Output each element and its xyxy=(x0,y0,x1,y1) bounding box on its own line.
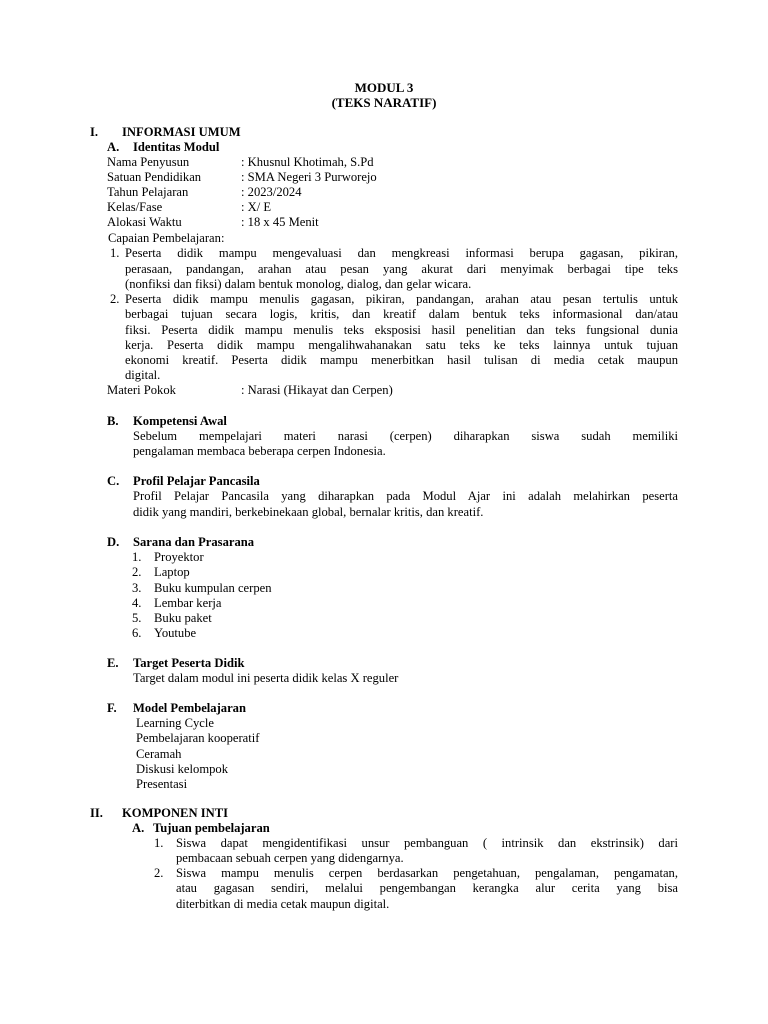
identity-value: : 18 x 45 Menit xyxy=(241,215,319,229)
tujuan-2-number: 2. xyxy=(154,866,164,880)
kompetensi-awal-line: Sebelum mempelajari materi narasi (cerpen) diharapkan siswa sudah memiliki xyxy=(133,429,678,443)
identity-label: Nama Penyusun xyxy=(107,155,190,169)
identity-value: : 2023/2024 xyxy=(241,185,302,199)
subsection-b-letter: B. xyxy=(107,414,119,428)
target-text: Target dalam modul ini peserta didik kelas X reguler xyxy=(133,671,399,685)
subsection-2a-letter: A. xyxy=(132,821,145,835)
tujuan-1-line: Siswa dapat mengidentifikasi unsur pembanguan ( intrinsik dan ekstrinsik) dari xyxy=(176,836,678,850)
tujuan-2-line: diterbitkan di media cetak maupun digital. xyxy=(176,897,390,911)
subsection-e-letter: E. xyxy=(107,656,119,670)
identity-value: : X/ E xyxy=(241,200,272,214)
tujuan-2-line: Siswa mampu menulis cerpen berdasarkan pengetahuan, pengalaman, pengamatan, xyxy=(176,866,678,880)
list-item: Buku paket xyxy=(154,611,212,625)
tujuan-1-line: pembacaan sebuah cerpen yang didengarnya. xyxy=(176,851,404,865)
capaian-2-number: 2. xyxy=(110,292,120,306)
profil-line: didik yang mandiri, berkebinekaan global, bernalar kritis, dan kreatif. xyxy=(133,505,484,519)
identity-label: Kelas/Fase xyxy=(107,200,163,214)
list-item-number: 5. xyxy=(132,611,142,625)
subsection-d-letter: D. xyxy=(107,535,120,549)
model-item: Ceramah xyxy=(136,747,182,761)
capaian-1-line: Peserta didik mampu mengevaluasi dan mengkreasi informasi berupa gagasan, pikiran, xyxy=(125,246,678,260)
capaian-1-line: perasaan, pandangan, arahan atau pesan yang akurat dari menyimak berbagai tipe teks xyxy=(125,262,678,276)
profil-line: Profil Pelajar Pancasila yang diharapkan pada Modul Ajar ini adalah melahirkan peserta xyxy=(133,489,678,503)
subsection-2a-heading: Tujuan pembelajaran xyxy=(153,821,270,835)
materi-value: : Narasi (Hikayat dan Cerpen) xyxy=(241,383,393,397)
tujuan-2-line: atau gagasan sendiri, melalui pengembangan kerangka alur cerita yang bisa xyxy=(176,881,678,895)
subsection-a-heading: Identitas Modul xyxy=(133,140,220,154)
tujuan-1-number: 1. xyxy=(154,836,164,850)
model-item: Pembelajaran kooperatif xyxy=(136,731,260,745)
list-item-number: 3. xyxy=(132,581,142,595)
section-1-heading: INFORMASI UMUM xyxy=(122,125,241,139)
list-item: Laptop xyxy=(154,565,190,579)
subsection-c-letter: C. xyxy=(107,474,120,488)
list-item-number: 6. xyxy=(132,626,142,640)
document-title: MODUL 3 xyxy=(354,80,414,95)
capaian-2-line: ekonomi kreatif. Peserta didik mampu menerbitkan hasil tulisan di media cetak maupun xyxy=(125,353,678,367)
section-2-number: II. xyxy=(90,806,103,820)
section-1-number: I. xyxy=(90,125,99,139)
capaian-2-line: Peserta didik mampu menulis gagasan, pikiran, pandangan, arahan atau pesan tertulis untuk xyxy=(125,292,678,306)
identity-label: Tahun Pelajaran xyxy=(107,185,189,199)
materi-label: Materi Pokok xyxy=(107,383,176,397)
capaian-2-line: berbagai tujuan secara logis, kritis, dan kreatif dalam bentuk teks informasional dan/atau xyxy=(125,307,678,321)
list-item: Lembar kerja xyxy=(154,596,222,610)
list-item-number: 4. xyxy=(132,596,142,610)
identity-label: Satuan Pendidikan xyxy=(107,170,202,184)
section-2-heading: KOMPONEN INTI xyxy=(122,806,229,820)
subsection-f-heading: Model Pembelajaran xyxy=(133,701,246,715)
subsection-f-letter: F. xyxy=(107,701,117,715)
capaian-2-line: kerja. Peserta didik mampu mengalihwahanakan satu teks ke teks lainnya untuk tujuan xyxy=(125,338,678,352)
list-item: Buku kumpulan cerpen xyxy=(154,581,272,595)
list-item-number: 1. xyxy=(132,550,142,564)
subsection-e-heading: Target Peserta Didik xyxy=(133,656,245,670)
capaian-label: Capaian Pembelajaran: xyxy=(108,231,225,245)
subsection-b-heading: Kompetensi Awal xyxy=(133,414,227,428)
model-item: Diskusi kelompok xyxy=(136,762,229,776)
identity-value: : SMA Negeri 3 Purworejo xyxy=(241,170,377,184)
list-item-number: 2. xyxy=(132,565,142,579)
capaian-2-line: digital. xyxy=(125,368,161,382)
model-item: Presentasi xyxy=(136,777,188,791)
subsection-d-heading: Sarana dan Prasarana xyxy=(133,535,255,549)
list-item: Youtube xyxy=(154,626,197,640)
document-subtitle: (TEKS NARATIF) xyxy=(331,95,437,110)
identity-value: : Khusnul Khotimah, S.Pd xyxy=(241,155,374,169)
capaian-1-number: 1. xyxy=(110,246,120,260)
kompetensi-awal-line: pengalaman membaca beberapa cerpen Indonesia. xyxy=(133,444,386,458)
subsection-c-heading: Profil Pelajar Pancasila xyxy=(133,474,260,488)
subsection-a-letter: A. xyxy=(107,140,120,154)
capaian-1-line: (nonfiksi dan fiksi) dalam bentuk monolog, dialog, dan gelar wicara. xyxy=(125,277,472,291)
capaian-2-line: fiksi. Peserta didik mampu menulis teks eksposisi hasil penelitian dan teks fungsional dunia xyxy=(125,323,678,337)
list-item: Proyektor xyxy=(154,550,204,564)
identity-label: Alokasi Waktu xyxy=(107,215,182,229)
model-item: Learning Cycle xyxy=(136,716,214,730)
